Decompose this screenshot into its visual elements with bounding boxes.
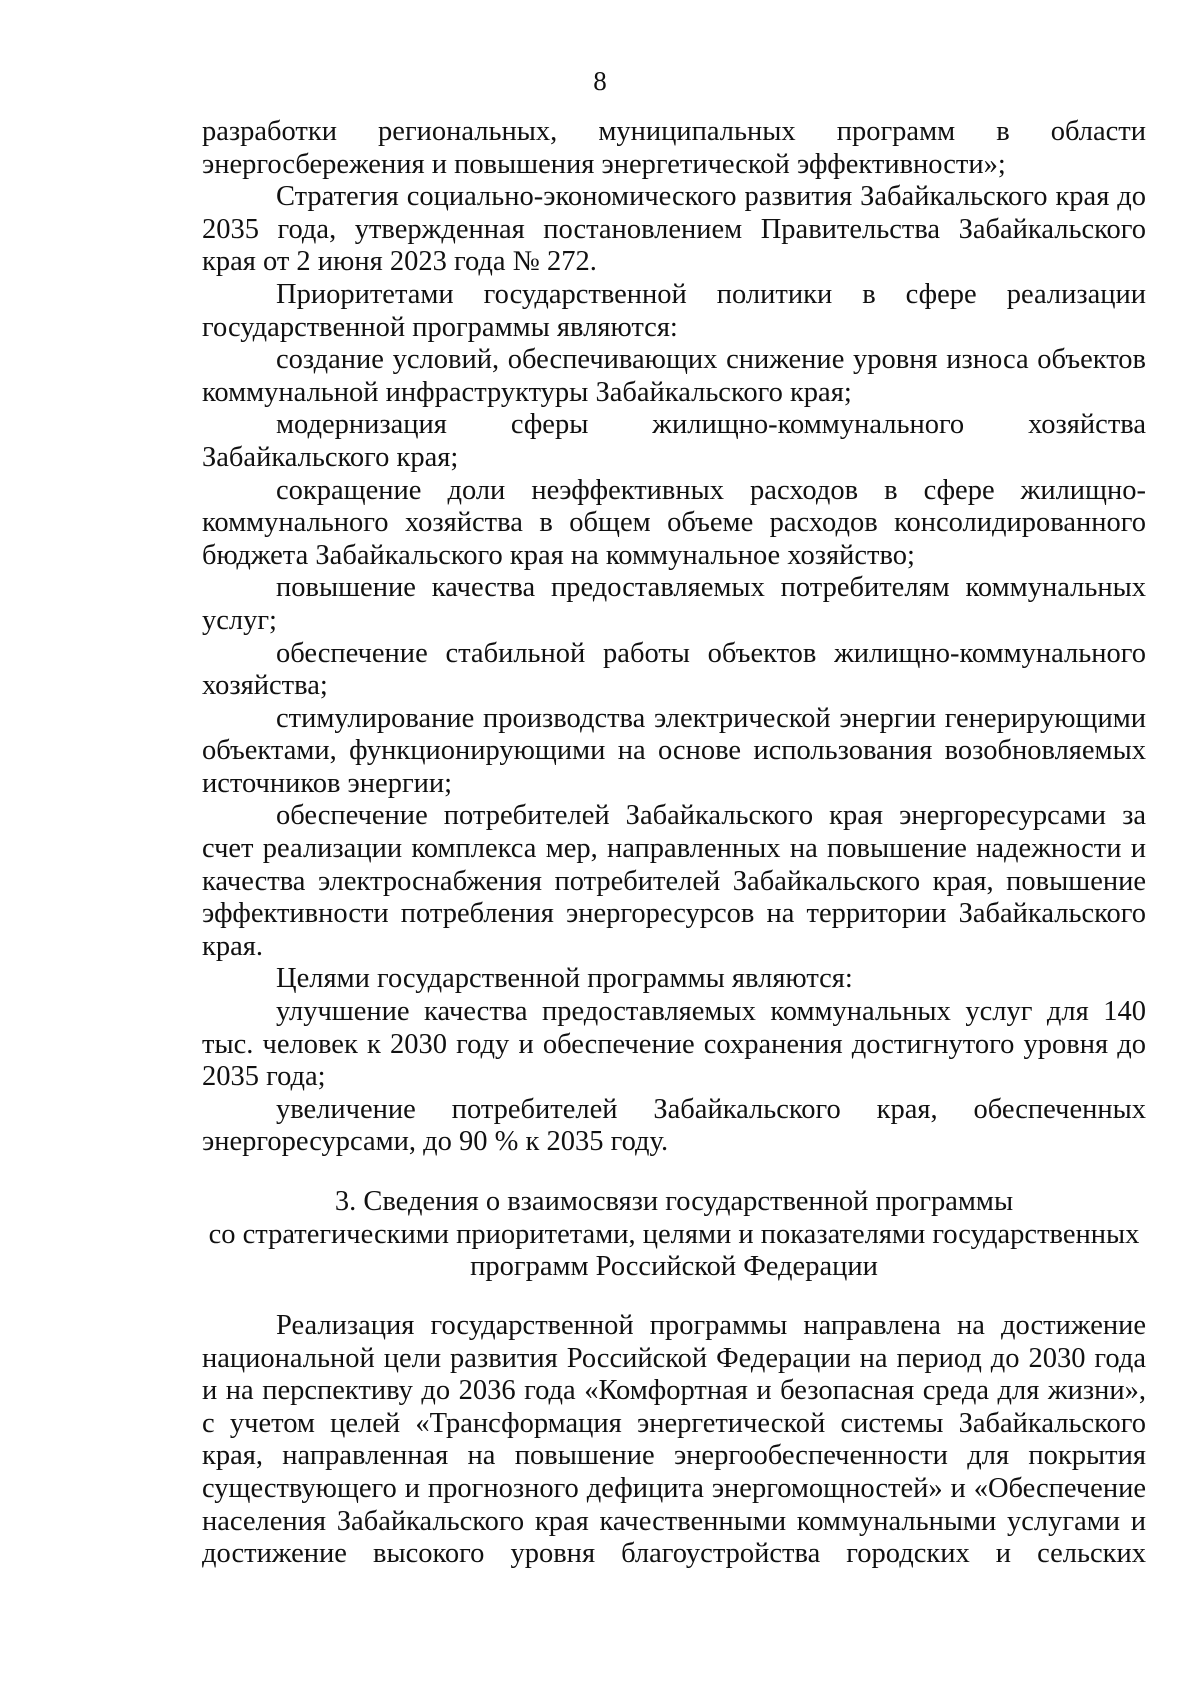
paragraph: Реализация государственной программы направлена на достижение национальной цели развития Российской Федерации на период до 2030 года и на перспективу до 2036 года «Комфортная и безопасная среда для жизни», с учетом целей «Трансформация энергетической системы Забайкальского края, направленная на повышение энергообеспеченности для покрытия существующего и прогнозного дефицита энергомощностей» и «Обеспечение населения Забайкальского края качественными коммунальными услугами и достижение высокого уровня благоустройства городских и сельских <box>202 1310 1146 1570</box>
section-heading-line: 3. Сведения о взаимосвязи государственной программы <box>334 1186 1014 1217</box>
paragraph: увеличение потребителей Забайкальского края, обеспеченных энергоресурсами, до 90 % к 2035 году. <box>202 1093 1146 1158</box>
paragraph: создание условий, обеспечивающих снижение уровня износа объектов коммунальной инфраструктуры Забайкальского края; <box>202 344 1146 408</box>
body-text-bottom <box>202 1310 1146 1571</box>
page-number: 8 <box>593 66 607 96</box>
paragraph: Целями государственной программы являются: <box>276 963 853 995</box>
body-text-top <box>202 116 1146 1159</box>
paragraph: разработки региональных, муниципальных программ в области энергосбережения и повышения энергетической эффективности»; <box>202 116 1146 180</box>
paragraph: Стратегия социально-экономического развития Забайкальского края до 2035 года, утвержденная постановлением Правительства Забайкальского края от 2 июня 2023 года № 272. <box>202 181 1146 278</box>
section-heading-line: программ Российской Федерации <box>470 1251 878 1283</box>
section-heading-line: со стратегическими приоритетами, целями и показателями государственных <box>208 1218 1140 1250</box>
paragraph: модернизация сферы жилищно-коммунального хозяйства Забайкальского края; <box>202 409 1146 473</box>
paragraph: стимулирование производства электрической энергии генерирующими объектами, функционирующими на основе использования возобновляемых источников энергии; <box>202 702 1146 799</box>
section-heading <box>160 1186 1188 1284</box>
paragraph: обеспечение потребителей Забайкальского края энергоресурсами за счет реализации комплекса мер, направленных на повышение надежности и качества электроснабжения потребителей Забайкальского края, повышение эффективности потребления энергоресурсов на территории Забайкальского края. <box>202 800 1146 962</box>
paragraph: повышение качества предоставляемых потребителям коммунальных услуг; <box>202 572 1146 636</box>
paragraph: Приоритетами государственной политики в сфере реализации государственной программы являются: <box>202 278 1146 343</box>
paragraph: сокращение доли неэффективных расходов в сфере жилищно-коммунального хозяйства в общем объеме расходов консолидированного бюджета Забайкальского края на коммунальное хозяйство; <box>202 474 1146 571</box>
paragraph: улучшение качества предоставляемых коммунальных услуг для 140 тыс. человек к 2030 году и обеспечение сохранения достигнутого уровня до 2035 года; <box>202 996 1146 1093</box>
paragraph: обеспечение стабильной работы объектов жилищно-коммунального хозяйства; <box>202 637 1146 702</box>
